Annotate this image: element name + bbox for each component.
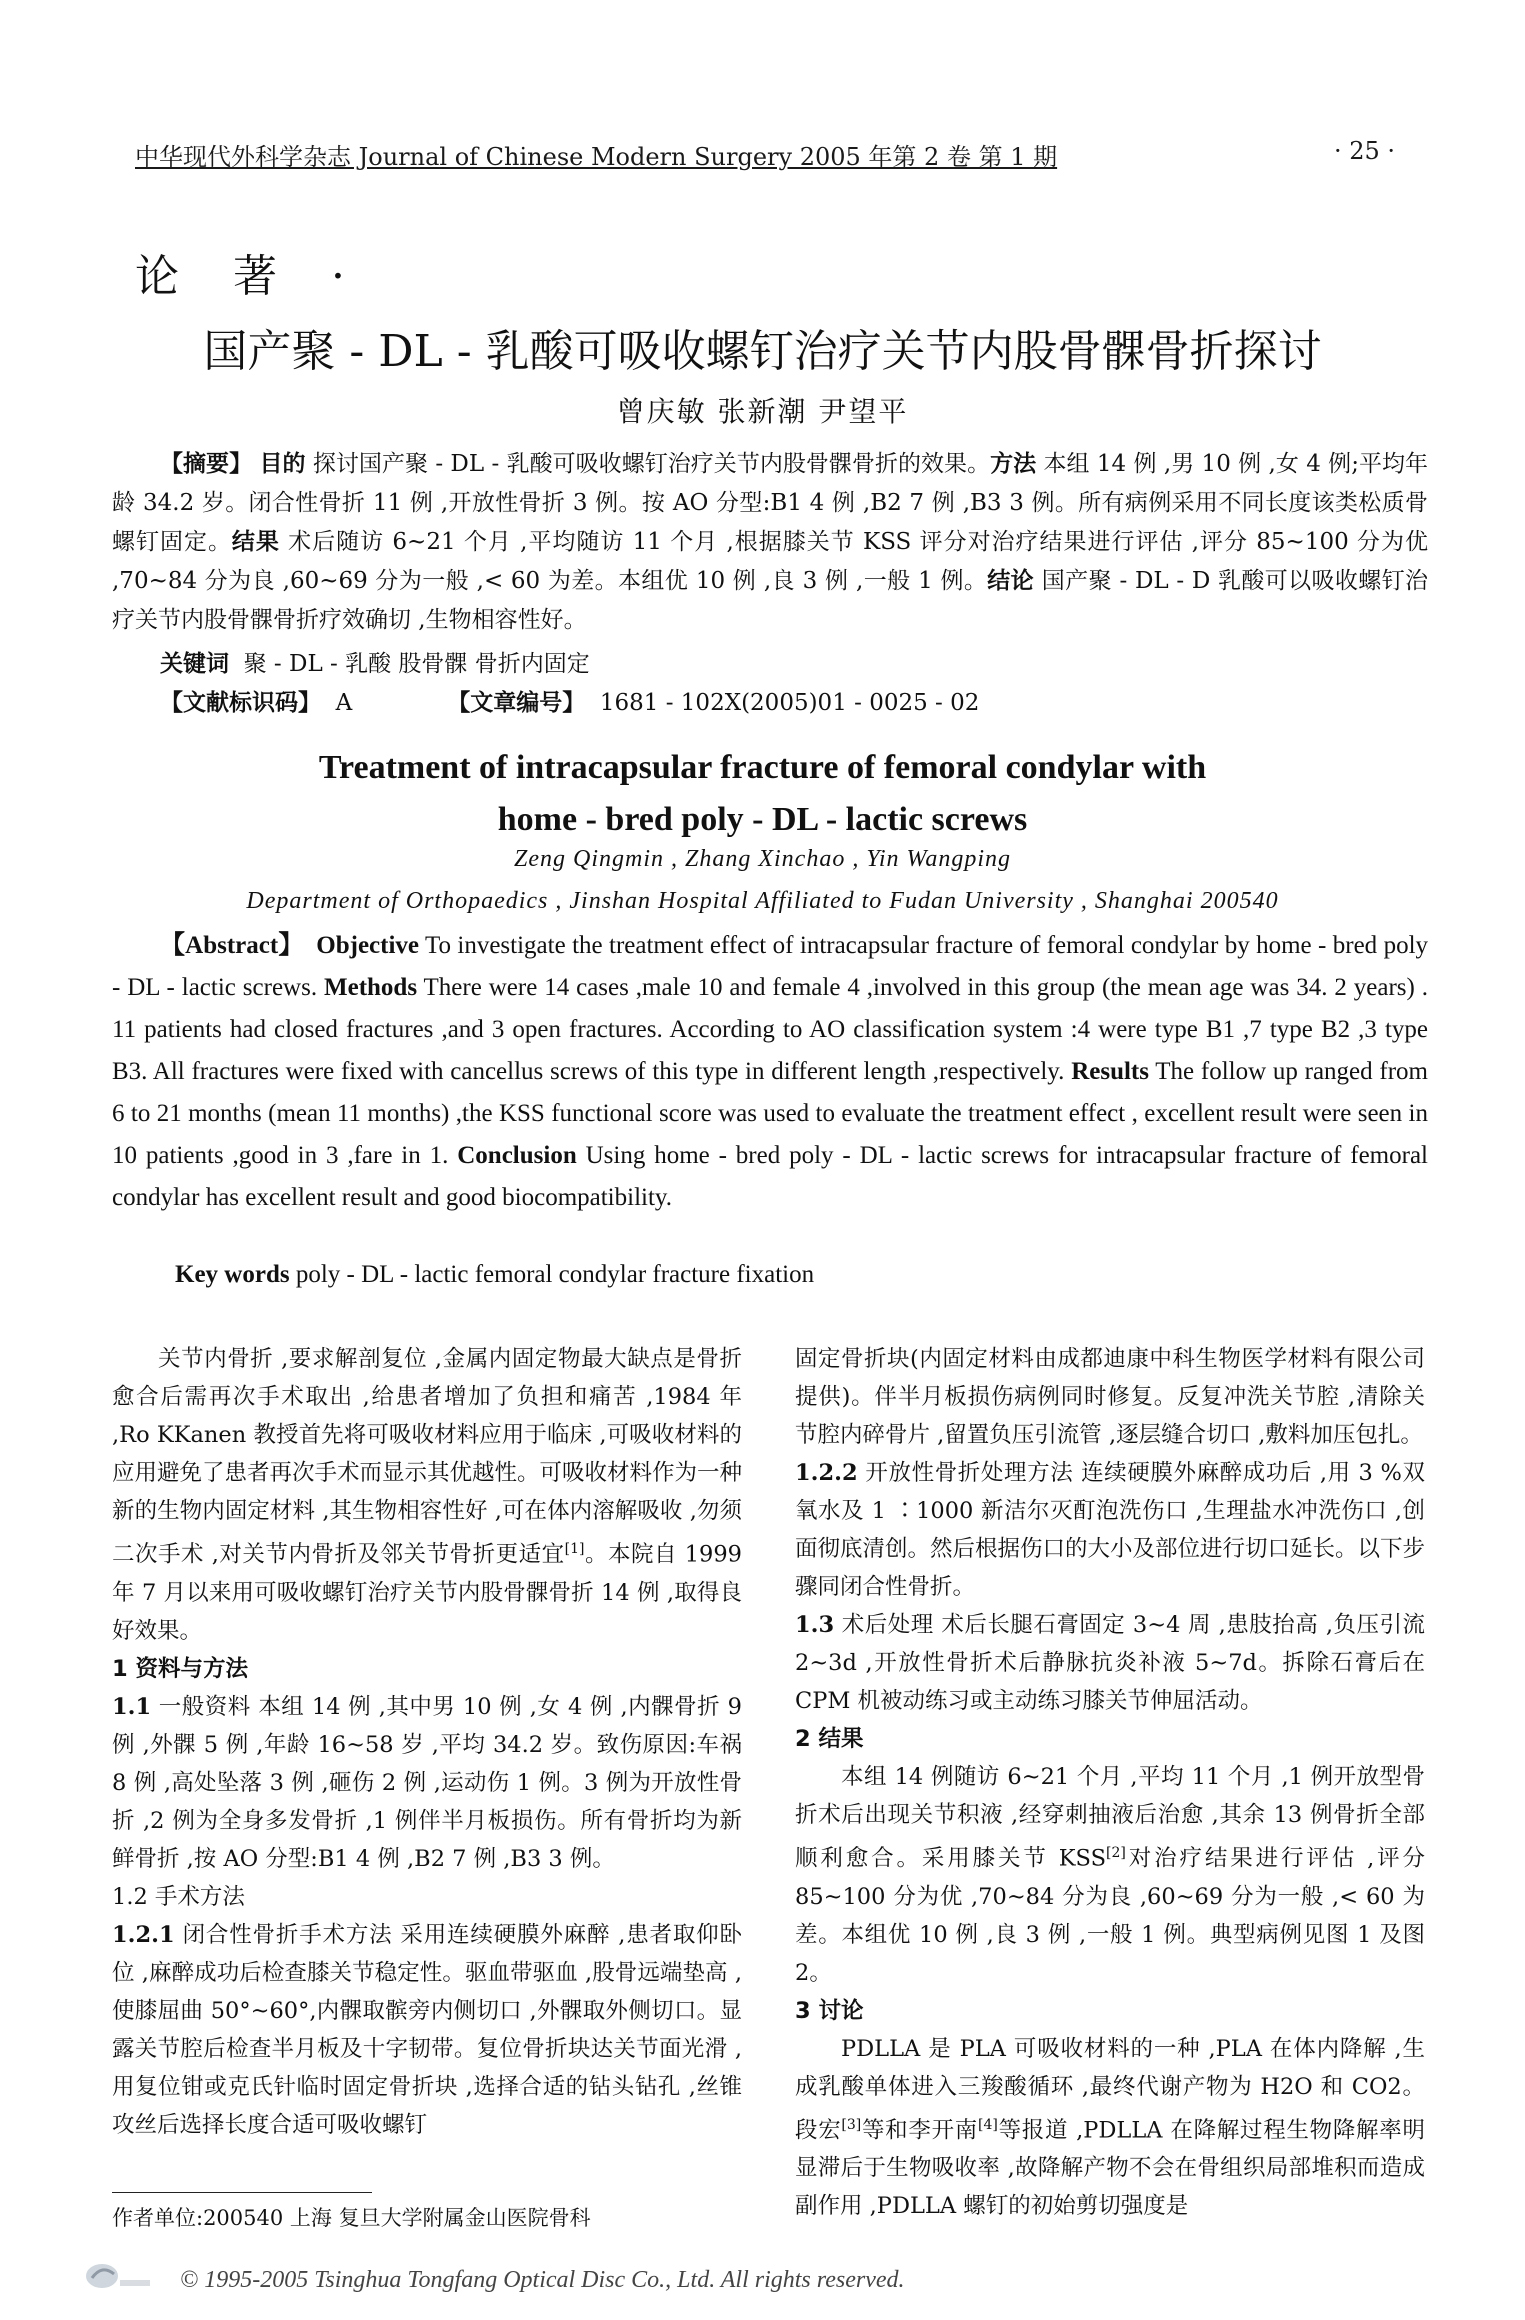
- results-text: 术后随访 6~21 个月 ,平均随访 11 个月 ,根据膝关节 KSS 评分对治疗结果进行评估 ,评分 85~100 分为优 ,70~84 分为良 ,60~69 分为一般 ,< 60 为差。本组优 10 例 ,良 3 例 ,一般 1 例。: [112, 529, 1428, 594]
- doc-code-value: A: [335, 690, 353, 716]
- objective-en-label: Objective: [316, 932, 420, 959]
- chinese-title: 国产聚 - DL - 乳酸可吸收螺钉治疗关节内股骨髁骨折探讨: [203, 326, 1322, 377]
- intro-text: 关节内骨折 ,要求解剖复位 ,金属内固定物最大缺点是骨折愈合后需再次手术取出 ,给患者增加了负担和痛苦 ,1984 年 ,Ro KKanen 教授首先将可吸收材料应用于临床 ,可吸收材料的应用避免了患者再次手术而显示其优越性。可吸收材料作为一种新的生物内固定材料 ,其生物相容性好 ,可在体内溶解吸收 ,勿须二次手术 ,对关节内骨折及邻关节骨折更适宜: [112, 1346, 743, 1568]
- chinese-keywords: [160, 645, 590, 678]
- copyright-notice: © 1995-2005 Tsinghua Tongfang Optical Disc Co., Ltd. All rights reserved.: [180, 2267, 905, 2293]
- paragraph-1-2-1: [112, 1916, 742, 2144]
- citation-1: [1]: [564, 1541, 585, 1557]
- section-label: 论 著 ·: [135, 251, 365, 302]
- english-title-line-2: home - bred poly - DL - lactic screws: [497, 801, 1028, 838]
- cnki-logo-icon: [82, 2258, 154, 2294]
- methods-en-label: Methods: [324, 974, 418, 1001]
- conclusion-en-text: Using home - bred poly - DL - lactic screws for intracapsular fracture of femoral condylar has excellent result and good biocompatibility.: [112, 1142, 1428, 1211]
- results-text-a: 本组 14 例随访 6~21 个月 ,平均 11 个月 ,1 例开放型骨折术后出现关节积液 ,经穿刺抽液后治愈 ,其余 13 例骨折全部顺利愈合。采用膝关节 KSS: [795, 1764, 1425, 1872]
- keywords-text: 聚 - DL - 乳酸 股骨髁 骨折内固定: [243, 651, 590, 677]
- intro-paragraph: [112, 1340, 742, 1650]
- doc-code-label: 【文献标识码】: [160, 690, 321, 716]
- citation-4: [4]: [978, 2116, 998, 2133]
- discussion-paragraph: [795, 2030, 1425, 2226]
- abstract-label: 【摘要】: [160, 451, 253, 477]
- heading-1-2: 1.2 手术方法: [112, 1883, 245, 1910]
- objective-text: 探讨国产聚 - DL - 乳酸可吸收螺钉治疗关节内股骨髁骨折的效果。: [305, 451, 991, 477]
- keywords-en-text: poly - DL - lactic femoral condylar fracture fixation: [289, 1261, 815, 1288]
- paragraph-1-3: [795, 1606, 1425, 1720]
- section-number-1-1: 1.1: [112, 1693, 152, 1720]
- objective-label: 目的: [259, 451, 306, 477]
- citation-3: [3]: [841, 2116, 862, 2133]
- discussion-text-a: PDLLA 是 PLA 可吸收材料的一种 ,PLA 在体内降解 ,生成乳酸单体进入三羧酸循环 ,最终代谢产物为 H2O 和 CO2。段宏: [795, 2035, 1425, 2143]
- english-title-line-1: Treatment of intracapsular fracture of femoral condylar with: [318, 749, 1207, 786]
- author-affiliation-footnote: 作者单位:200540 上海 复旦大学附属金山医院骨科: [112, 2206, 591, 2230]
- conclusion-label: 结论: [987, 568, 1034, 594]
- document-identifiers: [160, 684, 979, 717]
- keywords-label: 关键词: [160, 651, 229, 677]
- intro-tail: 。本院自 1999 年 7 月以来用可吸收螺钉治疗关节内股骨髁骨折 14 例 ,取得良好效果。: [112, 1541, 742, 1644]
- methods-label: 方法: [990, 451, 1037, 477]
- article-number-label: 【文章编号】: [447, 690, 586, 716]
- paragraph-1-1: [112, 1688, 742, 1878]
- journal-header: 中华现代外科学杂志 Journal of Chinese Modern Surgery 2005 年第 2 卷 第 1 期: [135, 143, 1058, 171]
- objective-en-text: To investigate the treatment effect of intracapsular fracture of femoral condylar by home - bred poly - DL - lactic screws.: [112, 932, 1429, 1001]
- heading-results: 2 结果: [795, 1726, 864, 1752]
- section-number-1-3: 1.3: [795, 1612, 835, 1638]
- english-abstract: [112, 925, 1428, 1219]
- results-en-text: The follow up ranged from 6 to 21 months (mean 11 months) ,the KSS functional score was used to evaluate the treatment effect , excellent result were seen in 10 patients ,good in 3 ,fare in 1.: [112, 1058, 1428, 1169]
- results-text-b: 对治疗结果进行评估 ,评分 85~100 分为优 ,70~84 分为良 ,60~69 分为一般 ,< 60 为差。本组优 10 例 ,良 3 例 ,一般 1 例。典型病例见图 1 及图 2。: [795, 1845, 1425, 1986]
- heading-materials-methods: 1 资料与方法: [112, 1655, 248, 1682]
- conclusion-text: 国产聚 - DL - D 乳酸可以吸收螺钉治疗关节内股骨髁骨折疗效确切 ,生物相容性好。: [112, 568, 1429, 633]
- paragraph-continued: 固定骨折块(内固定材料由成都迪康中科生物医学材料有限公司提供)。伴半月板损伤病例同时修复。反复冲洗关节腔 ,清除关节腔内碎骨片 ,留置负压引流管 ,逐层缝合切口 ,敷料加压包扎。: [795, 1346, 1425, 1448]
- chinese-abstract: [112, 445, 1428, 640]
- section-number-1-2-2: 1.2.2: [795, 1460, 858, 1486]
- discussion-text-c: 等报道 ,PDLLA 在降解过程生物降解率明显滞后于生物吸收率 ,故降解产物不会在骨组织局部堆积而造成副作用 ,PDLLA 螺钉的初始剪切强度是: [795, 2117, 1425, 2219]
- results-en-label: Results: [1071, 1058, 1149, 1085]
- section-number-1-2-1: 1.2.1: [112, 1921, 175, 1948]
- footnote-divider: [112, 2192, 372, 2193]
- body-column-left: [112, 1340, 742, 2144]
- abstract-en-label: 【Abstract】: [160, 932, 304, 959]
- english-keywords: [175, 1261, 814, 1289]
- chinese-authors: 曾庆敏 张新潮 尹望平: [616, 395, 909, 428]
- methods-text: 本组 14 例 ,男 10 例 ,女 4 例;平均年龄 34.2 岁。闭合性骨折 11 例 ,开放性骨折 3 例。按 AO 分型:B1 4 例 ,B2 7 例 ,B3 3 例。所有病例采用不同长度该类松质骨螺钉固定。: [112, 451, 1429, 555]
- english-affiliation: Department of Orthopaedics , Jinshan Hospital Affiliated to Fudan University , Shanghai 200540: [246, 888, 1279, 914]
- paragraph-1-3-text: 术后处理 术后长腿石膏固定 3~4 周 ,患肢抬高 ,负压引流 2~3d ,开放性骨折术后静脉抗炎补液 5~7d。拆除石膏后在 CPM 机被动练习或主动练习膝关节伸屈活动。: [795, 1612, 1425, 1714]
- article-number-value: 1681 - 102X(2005)01 - 0025 - 02: [599, 690, 980, 716]
- english-authors: Zeng Qingmin , Zhang Xinchao , Yin Wangping: [513, 846, 1012, 872]
- page-number: · 25 ·: [1333, 137, 1395, 165]
- paragraph-1-2-2: [795, 1454, 1425, 1606]
- keywords-en-label: Key words: [175, 1261, 290, 1288]
- heading-discussion: 3 讨论: [795, 1997, 864, 2024]
- discussion-text-b: 等和李开南: [861, 2117, 979, 2143]
- body-column-right: [795, 1340, 1425, 2225]
- running-header: [135, 137, 1395, 171]
- paragraph-1-2-2-text: 开放性骨折处理方法 连续硬膜外麻醉成功后 ,用 3 %双氧水及 1 ∶1000 新洁尔灭酊泡洗伤口 ,生理盐水冲洗伤口 ,创面彻底清创。然后根据伤口的大小及部位进行切口延长。以下步骤同闭合性骨折。: [795, 1460, 1426, 1600]
- paragraph-1-1-text: 一般资料 本组 14 例 ,其中男 10 例 ,女 4 例 ,内髁骨折 9 例 ,外髁 5 例 ,年龄 16~58 岁 ,平均 34.2 岁。致伤原因:车祸 8 例 ,高处坠落 3 例 ,砸伤 2 例 ,运动伤 1 例。3 例为开放性骨折 ,2 例为全身多发骨折 ,1 例伴半月板损伤。所有骨折均为新鲜骨折 ,按 AO 分型:B1 4 例 ,B2 7 例 ,B3 3 例。: [112, 1693, 742, 1872]
- citation-2: [2]: [1106, 1845, 1126, 1861]
- results-paragraph: [795, 1758, 1425, 1992]
- results-label: 结果: [231, 529, 280, 555]
- conclusion-en-label: Conclusion: [457, 1142, 577, 1169]
- paragraph-1-2-1-text: 闭合性骨折手术方法 采用连续硬膜外麻醉 ,患者取仰卧位 ,麻醉成功后检查膝关节稳定性。驱血带驱血 ,股骨远端垫高 ,使膝屈曲 50°~60°,内髁取髌旁内侧切口 ,外髁取外侧切口。显露关节腔后检查半月板及十字韧带。复位骨折块达关节面光滑 ,用复位钳或克氏针临时固定骨折块 ,选择合适的钻头钻孔 ,丝锥攻丝后选择长度合适可吸收螺钉: [112, 1921, 742, 2138]
- methods-en-text: There were 14 cases ,male 10 and female 4 ,involved in this group (the mean age was 34. 2 years) . 11 patients had closed fractures ,and 3 open fractures. According to AO classification system :4 were type B1 ,7 type B2 ,3 type B3. All fractures were fixed with cancellus screws of this type in different length ,respectively.: [112, 974, 1429, 1085]
- english-title: [0, 742, 1525, 846]
